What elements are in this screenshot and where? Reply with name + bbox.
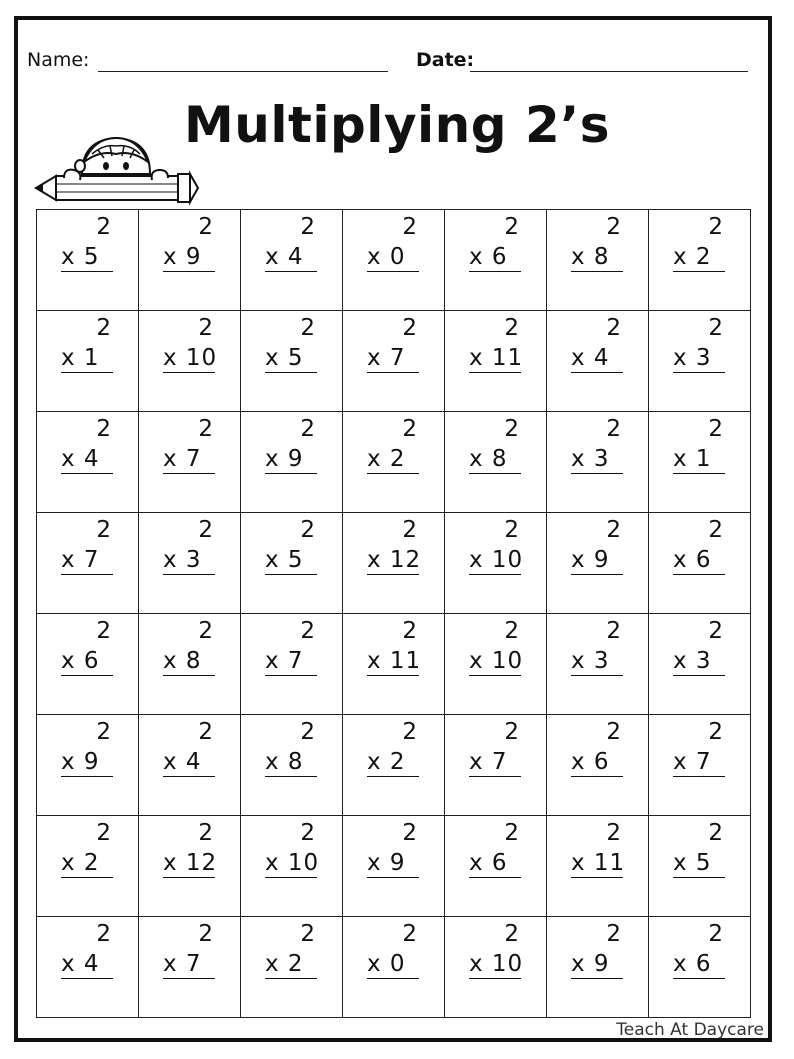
problem-cell[interactable]	[547, 917, 649, 1018]
problem	[265, 216, 317, 272]
problem-cell[interactable]	[139, 513, 241, 614]
problem-cell[interactable]	[343, 715, 445, 816]
multiplicand: 2	[606, 416, 621, 442]
problem-cell[interactable]	[139, 715, 241, 816]
problem	[571, 820, 626, 878]
problem	[367, 517, 422, 575]
multiplier-line: x 6	[673, 953, 725, 979]
multiplier-line: x 7	[367, 347, 419, 373]
multiplicand: 2	[708, 214, 723, 240]
problem-cell[interactable]	[649, 715, 751, 816]
multiplier-line: x 11	[469, 345, 524, 371]
problem	[367, 721, 419, 777]
multiplier-line: x 6	[469, 852, 521, 878]
multiplier-line: x 1	[61, 347, 113, 373]
multiplicand: 2	[402, 618, 417, 644]
multiplicand: 2	[504, 820, 519, 846]
problem	[469, 517, 524, 575]
multiplier-line: x 4	[61, 953, 113, 979]
multiplicand: 2	[198, 618, 213, 644]
problem	[673, 822, 725, 878]
problem-cell[interactable]	[547, 412, 649, 513]
problem	[571, 418, 623, 474]
multiplicand: 2	[96, 719, 111, 745]
problem-cell[interactable]	[649, 412, 751, 513]
problem-cell[interactable]	[241, 513, 343, 614]
multiplicand: 2	[606, 315, 621, 341]
multiplier-line: x 5	[265, 347, 317, 373]
multiplier-line: x 7	[469, 751, 521, 777]
problem	[571, 216, 623, 272]
multiplicand: 2	[300, 315, 315, 341]
problem	[469, 822, 521, 878]
problem-cell[interactable]	[445, 917, 547, 1018]
problem	[571, 620, 623, 676]
problem-cell[interactable]	[241, 412, 343, 513]
multiplicand: 2	[198, 820, 213, 846]
multiplier-line: x 8	[163, 650, 215, 676]
multiplicand: 2	[504, 416, 519, 442]
problem-cell[interactable]	[241, 917, 343, 1018]
problem	[61, 317, 113, 373]
problem	[61, 822, 113, 878]
problem-cell[interactable]	[649, 816, 751, 917]
multiplier-line: x 3	[163, 549, 215, 575]
multiplicand: 2	[198, 921, 213, 947]
multiplicand: 2	[198, 719, 213, 745]
multiplier-line: x 6	[61, 650, 113, 676]
problem-cell[interactable]	[445, 311, 547, 412]
problem-cell[interactable]	[37, 816, 139, 917]
multiplicand: 2	[96, 618, 111, 644]
problem	[469, 618, 524, 676]
multiplicand: 2	[96, 416, 111, 442]
multiplier-line: x 5	[265, 549, 317, 575]
problem	[163, 315, 218, 373]
multiplicand: 2	[300, 416, 315, 442]
multiplier-line: x 2	[61, 852, 113, 878]
multiplier-line: x 9	[265, 448, 317, 474]
name-label: Name:	[27, 49, 90, 71]
problem-cell[interactable]	[241, 816, 343, 917]
multiplicand: 2	[96, 517, 111, 543]
multiplier-line: x 10	[469, 951, 524, 977]
problem-cell[interactable]	[445, 412, 547, 513]
problem-cell[interactable]	[547, 816, 649, 917]
multiplicand: 2	[300, 517, 315, 543]
multiplier-line: x 8	[469, 448, 521, 474]
problem-cell[interactable]	[547, 513, 649, 614]
problem	[571, 519, 623, 575]
multiplier-line: x 0	[367, 246, 419, 272]
problem	[367, 216, 419, 272]
problem	[367, 618, 422, 676]
multiplier-line: x 10	[469, 547, 524, 573]
problem-cell[interactable]	[445, 715, 547, 816]
problem-cell[interactable]	[37, 210, 139, 311]
multiplier-line: x 3	[673, 347, 725, 373]
multiplier-line: x 7	[163, 448, 215, 474]
problem	[673, 923, 725, 979]
multiplicand: 2	[96, 820, 111, 846]
multiplicand: 2	[606, 820, 621, 846]
problem	[265, 620, 317, 676]
multiplicand: 2	[96, 921, 111, 947]
problem-cell[interactable]	[241, 715, 343, 816]
problem	[265, 923, 317, 979]
problem-cell[interactable]	[139, 917, 241, 1018]
multiplicand: 2	[96, 214, 111, 240]
problem-cell[interactable]	[343, 816, 445, 917]
multiplicand: 2	[606, 921, 621, 947]
multiplicand: 2	[402, 315, 417, 341]
multiplier-line: x 7	[163, 953, 215, 979]
multiplier-line: x 9	[571, 953, 623, 979]
worksheet-title: Multiplying 2’s	[183, 96, 611, 154]
multiplicand: 2	[708, 618, 723, 644]
multiplier-line: x 5	[673, 852, 725, 878]
multiplicand: 2	[504, 921, 519, 947]
multiplier-line: x 9	[163, 246, 215, 272]
multiplier-line: x 3	[673, 650, 725, 676]
multiplicand: 2	[300, 618, 315, 644]
multiplier-line: x 9	[571, 549, 623, 575]
date-label: Date:	[416, 49, 475, 71]
multiplier-line: x 6	[673, 549, 725, 575]
problem-cell[interactable]	[37, 412, 139, 513]
multiplier-line: x 5	[61, 246, 113, 272]
problem	[61, 620, 113, 676]
problem-cell[interactable]	[343, 917, 445, 1018]
multiplicand: 2	[198, 517, 213, 543]
problem-cell[interactable]	[649, 513, 751, 614]
multiplicand: 2	[96, 315, 111, 341]
multiplicand: 2	[504, 719, 519, 745]
problem-cell[interactable]	[37, 715, 139, 816]
multiplier-line: x 10	[469, 648, 524, 674]
date-field-line[interactable]	[470, 71, 748, 72]
problem	[367, 317, 419, 373]
problem-cell[interactable]	[37, 513, 139, 614]
multiplicand: 2	[300, 921, 315, 947]
problem	[571, 317, 623, 373]
multiplier-line: x 9	[367, 852, 419, 878]
multiplicand: 2	[198, 315, 213, 341]
footer-credit: Teach At Daycare	[616, 1020, 764, 1040]
multiplier-line: x 4	[163, 751, 215, 777]
multiplicand: 2	[708, 416, 723, 442]
multiplicand: 2	[402, 416, 417, 442]
multiplier-line: x 2	[367, 448, 419, 474]
problem-cell[interactable]	[343, 311, 445, 412]
multiplier-line: x 2	[673, 246, 725, 272]
multiplier-line: x 11	[367, 648, 422, 674]
problem	[469, 721, 521, 777]
problem	[673, 317, 725, 373]
problem	[367, 822, 419, 878]
multiplier-line: x 4	[571, 347, 623, 373]
problem	[469, 418, 521, 474]
multiplier-line: x 1	[673, 448, 725, 474]
problem	[265, 418, 317, 474]
problem-cell[interactable]	[241, 614, 343, 715]
problem	[61, 216, 113, 272]
problem-cell[interactable]	[649, 917, 751, 1018]
multiplicand: 2	[708, 719, 723, 745]
multiplicand: 2	[300, 719, 315, 745]
problem-cell[interactable]	[649, 311, 751, 412]
multiplier-line: x 0	[367, 953, 419, 979]
multiplication-grid	[36, 209, 751, 1018]
problem	[163, 721, 215, 777]
multiplier-line: x 9	[61, 751, 113, 777]
multiplier-line: x 4	[61, 448, 113, 474]
multiplicand: 2	[402, 214, 417, 240]
problem-cell[interactable]	[445, 210, 547, 311]
problem	[469, 216, 521, 272]
problem	[571, 721, 623, 777]
problem-cell[interactable]	[139, 210, 241, 311]
multiplier-line: x 7	[265, 650, 317, 676]
multiplicand: 2	[504, 517, 519, 543]
multiplier-line: x 7	[61, 549, 113, 575]
problem	[673, 721, 725, 777]
multiplier-line: x 10	[265, 850, 320, 876]
problem-cell[interactable]	[547, 210, 649, 311]
problem-cell[interactable]	[37, 311, 139, 412]
child-peeking-over-pencil-icon	[34, 132, 200, 212]
multiplicand: 2	[504, 315, 519, 341]
problem-cell[interactable]	[343, 513, 445, 614]
multiplier-line: x 11	[571, 850, 626, 876]
problem-cell[interactable]	[139, 311, 241, 412]
problem-cell[interactable]	[139, 412, 241, 513]
multiplicand: 2	[606, 618, 621, 644]
problem	[163, 620, 215, 676]
multiplicand: 2	[504, 618, 519, 644]
problem	[163, 923, 215, 979]
multiplier-line: x 12	[367, 547, 422, 573]
multiplicand: 2	[198, 214, 213, 240]
multiplier-line: x 7	[673, 751, 725, 777]
multiplicand: 2	[708, 315, 723, 341]
problem	[163, 216, 215, 272]
multiplier-line: x 6	[571, 751, 623, 777]
problem-cell[interactable]	[649, 210, 751, 311]
problem-cell[interactable]	[547, 311, 649, 412]
multiplicand: 2	[708, 921, 723, 947]
multiplier-line: x 3	[571, 448, 623, 474]
problem	[265, 820, 320, 878]
multiplicand: 2	[606, 517, 621, 543]
problem-cell[interactable]	[37, 614, 139, 715]
multiplicand: 2	[606, 214, 621, 240]
problem	[469, 921, 524, 979]
problem-cell[interactable]	[343, 210, 445, 311]
problem-cell[interactable]	[343, 614, 445, 715]
problem	[163, 519, 215, 575]
problem-cell[interactable]	[241, 311, 343, 412]
name-field-line[interactable]	[98, 71, 388, 72]
multiplicand: 2	[402, 719, 417, 745]
multiplicand: 2	[708, 517, 723, 543]
problem	[265, 721, 317, 777]
multiplicand: 2	[300, 214, 315, 240]
multiplier-line: x 8	[265, 751, 317, 777]
problem-cell[interactable]	[241, 210, 343, 311]
multiplier-line: x 2	[265, 953, 317, 979]
problem	[265, 317, 317, 373]
problem	[673, 519, 725, 575]
problem	[571, 923, 623, 979]
multiplicand: 2	[708, 820, 723, 846]
problem-cell[interactable]	[445, 816, 547, 917]
problem	[61, 519, 113, 575]
problem	[61, 418, 113, 474]
problem	[163, 418, 215, 474]
multiplier-line: x 10	[163, 345, 218, 371]
problem	[367, 418, 419, 474]
multiplier-line: x 12	[163, 850, 218, 876]
problem-cell[interactable]	[139, 614, 241, 715]
multiplicand: 2	[402, 820, 417, 846]
multiplier-line: x 4	[265, 246, 317, 272]
problem-cell[interactable]	[445, 614, 547, 715]
multiplicand: 2	[606, 719, 621, 745]
problem-cell[interactable]	[649, 614, 751, 715]
problem	[673, 620, 725, 676]
multiplicand: 2	[198, 416, 213, 442]
multiplier-line: x 3	[571, 650, 623, 676]
problem	[163, 820, 218, 878]
multiplier-line: x 2	[367, 751, 419, 777]
problem-cell[interactable]	[139, 816, 241, 917]
problem	[61, 721, 113, 777]
multiplicand: 2	[402, 921, 417, 947]
problem-cell[interactable]	[547, 614, 649, 715]
problem	[673, 216, 725, 272]
problem-cell[interactable]	[37, 917, 139, 1018]
problem	[61, 923, 113, 979]
multiplicand: 2	[504, 214, 519, 240]
multiplier-line: x 6	[469, 246, 521, 272]
problem	[367, 923, 419, 979]
problem-cell[interactable]	[343, 412, 445, 513]
problem	[265, 519, 317, 575]
problem	[469, 315, 524, 373]
multiplicand: 2	[300, 820, 315, 846]
problem	[673, 418, 725, 474]
multiplicand: 2	[402, 517, 417, 543]
problem-cell[interactable]	[445, 513, 547, 614]
multiplier-line: x 8	[571, 246, 623, 272]
problem-cell[interactable]	[547, 715, 649, 816]
